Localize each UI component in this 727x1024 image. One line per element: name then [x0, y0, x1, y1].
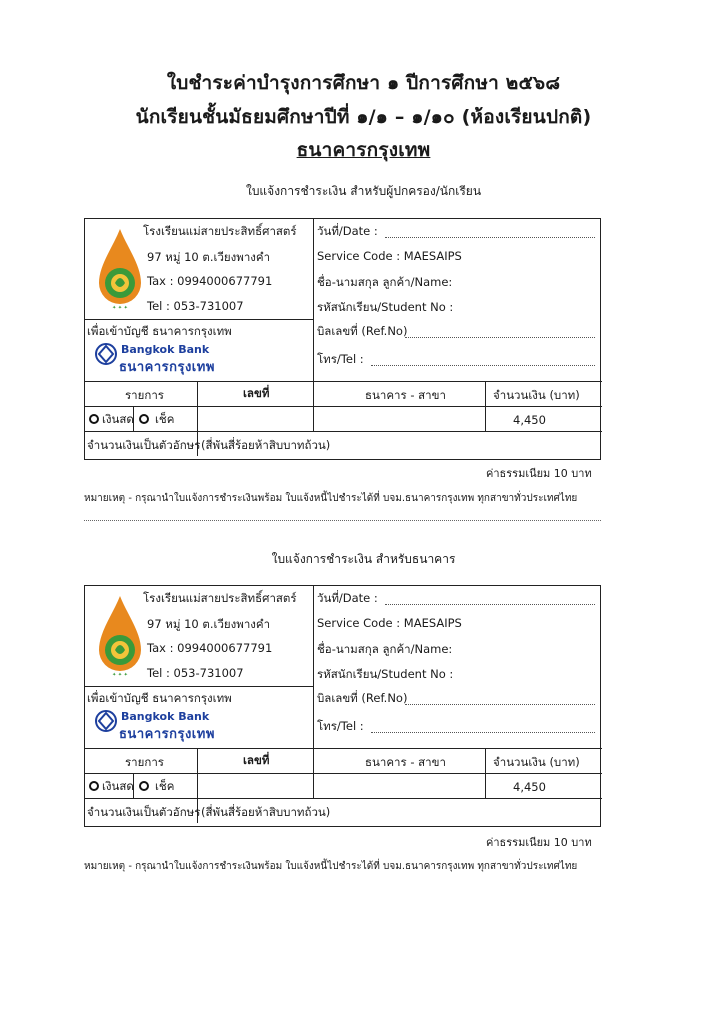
col-amount: จำนวนเงิน (บาท): [493, 755, 580, 769]
account-label: เพื่อเข้าบัญชี ธนาคารกรุงเทพ: [87, 324, 232, 338]
col-item: รายการ: [125, 388, 164, 402]
name-field-label: ชื่อ-นามสกุล ลูกค้า/Name:: [317, 275, 453, 289]
bangkok-bank-icon: [95, 710, 117, 732]
amount-value: 4,450: [513, 780, 546, 794]
student-no-label: รหัสนักเรียน/Student No :: [317, 300, 454, 314]
col-bank: ธนาคาร - สาขา: [365, 388, 446, 402]
col-bank: ธนาคาร - สาขา: [365, 755, 446, 769]
date-field-label: วันที่/Date :: [317, 224, 378, 238]
bank-name-en: Bangkok Bank: [121, 710, 210, 723]
ref-no-line[interactable]: [405, 337, 595, 338]
cheque-radio[interactable]: [139, 414, 149, 424]
slip-caption-parent: ใบแจ้งการชำระเงิน สำหรับผู้ปกครอง/นักเรียน: [245, 184, 482, 198]
cash-label: เงินสด: [102, 779, 134, 793]
cash-label: เงินสด: [102, 412, 134, 426]
slip-caption-bank: ใบแจ้งการชำระเงิน สำหรับธนาคาร: [271, 552, 456, 566]
phone-line[interactable]: [371, 365, 595, 366]
fee-text: ค่าธรรมเนียม 10 บาท: [486, 467, 592, 480]
name-field-label: ชื่อ-นามสกุล ลูกค้า/Name:: [317, 642, 453, 656]
payment-slip-bank: [84, 585, 601, 827]
cut-line: [84, 520, 601, 521]
payment-slip-parent: [84, 218, 601, 460]
col-item: รายการ: [125, 755, 164, 769]
bank-heading: ธนาคารกรุงเทพ: [296, 139, 431, 161]
date-field-line[interactable]: [385, 604, 595, 605]
doc-subtitle: นักเรียนชั้นมัธยมศึกษาปีที่ ๑/๑ – ๑/๑๐ (ห้องเรียนปกติ): [135, 106, 592, 128]
service-code: Service Code : MAESAIPS: [317, 249, 462, 263]
cash-radio[interactable]: [89, 414, 99, 424]
cheque-radio[interactable]: [139, 781, 149, 791]
cash-radio[interactable]: [89, 781, 99, 791]
amount-words-value: (สี่พันสี่ร้อยห้าสิบบาทถ้วน): [201, 438, 331, 452]
school-address: 97 หมู่ 10 ต.เวียงพางคำ: [147, 617, 271, 631]
date-field-line[interactable]: [385, 237, 595, 238]
cheque-label: เช็ค: [155, 412, 175, 426]
date-field-label: วันที่/Date :: [317, 591, 378, 605]
school-tel: Tel : 053-731007: [147, 299, 244, 313]
school-tax: Tax : 0994000677791: [147, 274, 273, 288]
ref-no-label: บิลเลขที่ (Ref.No): [317, 324, 408, 338]
phone-label: โทร/Tel :: [317, 719, 364, 733]
col-number: เลขที่: [243, 753, 270, 767]
amount-words-label: จำนวนเงินเป็นตัวอักษร: [87, 438, 201, 452]
amount-value: 4,450: [513, 413, 546, 427]
ref-no-label: บิลเลขที่ (Ref.No): [317, 691, 408, 705]
bank-name-th: ธนาคารกรุงเทพ: [119, 727, 215, 742]
phone-label: โทร/Tel :: [317, 352, 364, 366]
school-address: 97 หมู่ 10 ต.เวียงพางคำ: [147, 250, 271, 264]
student-no-label: รหัสนักเรียน/Student No :: [317, 667, 454, 681]
col-number: เลขที่: [243, 386, 270, 400]
svg-text:✦ ✦ ✦: ✦ ✦ ✦: [112, 305, 128, 311]
school-logo-icon: [95, 594, 145, 678]
school-tel: Tel : 053-731007: [147, 666, 244, 680]
ref-no-line[interactable]: [405, 704, 595, 705]
note-text: หมายเหตุ - กรุณานำใบแจ้งการชำระเงินพร้อม ใบแจ้งหนี้ไปชำระได้ที่ บจม.ธนาคารกรุงเทพ ทุกสาขาทั่วประเทศไทย: [84, 861, 578, 872]
bangkok-bank-icon: [95, 343, 117, 365]
school-logo-icon: [95, 227, 145, 311]
svg-text:✦ ✦ ✦: ✦ ✦ ✦: [112, 672, 128, 678]
cheque-label: เช็ค: [155, 779, 175, 793]
service-code: Service Code : MAESAIPS: [317, 616, 462, 630]
account-label: เพื่อเข้าบัญชี ธนาคารกรุงเทพ: [87, 691, 232, 705]
amount-words-label: จำนวนเงินเป็นตัวอักษร: [87, 805, 201, 819]
note-text: หมายเหตุ - กรุณานำใบแจ้งการชำระเงินพร้อม ใบแจ้งหนี้ไปชำระได้ที่ บจม.ธนาคารกรุงเทพ ทุกสาขาทั่วประเทศไทย: [84, 493, 578, 504]
fee-text: ค่าธรรมเนียม 10 บาท: [486, 836, 592, 849]
col-amount: จำนวนเงิน (บาท): [493, 388, 580, 402]
bank-name-th: ธนาคารกรุงเทพ: [119, 360, 215, 375]
phone-line[interactable]: [371, 732, 595, 733]
bank-name-en: Bangkok Bank: [121, 343, 210, 356]
school-tax: Tax : 0994000677791: [147, 641, 273, 655]
school-name: โรงเรียนแม่สายประสิทธิ์ศาสตร์: [143, 591, 297, 605]
amount-words-value: (สี่พันสี่ร้อยห้าสิบบาทถ้วน): [201, 805, 331, 819]
doc-title: ใบชำระค่าบำรุงการศึกษา ๑ ปีการศึกษา ๒๕๖๘: [166, 72, 561, 94]
school-name: โรงเรียนแม่สายประสิทธิ์ศาสตร์: [143, 224, 297, 238]
